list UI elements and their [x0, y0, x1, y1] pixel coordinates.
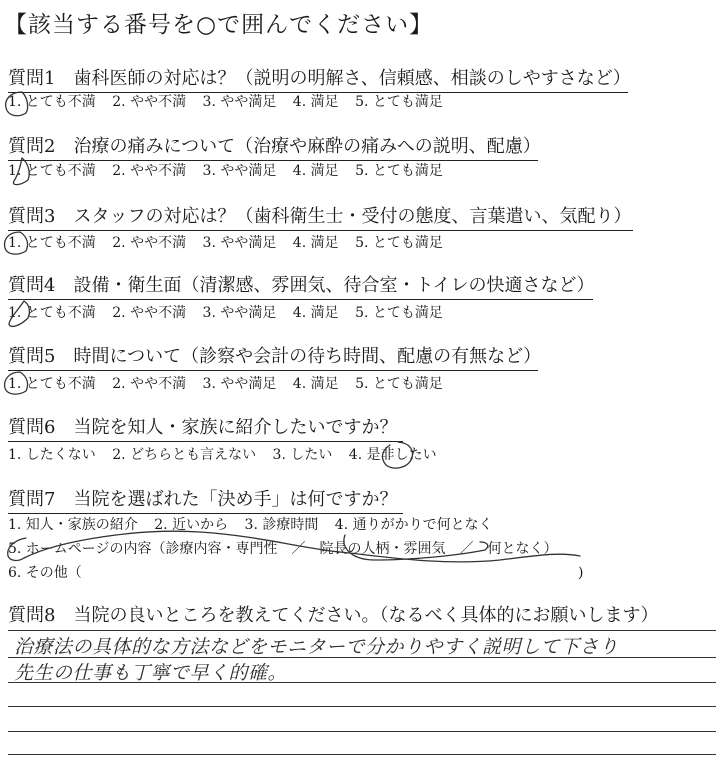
q6-circle-mark [383, 442, 413, 468]
answer-line-2[interactable]: 先生の仕事も丁寧で早く的確。 [14, 662, 288, 684]
question-3-title: 質問3 スタッフの対応は？（歯科衛生士・受付の態度、言葉遣い、気配り） [8, 206, 633, 231]
q1-option-1[interactable]: 1. とても不満 [8, 94, 96, 110]
q7-option-4[interactable]: 4. 通りがかりで何となく [334, 517, 493, 533]
q2-option-5[interactable]: 5. とても満足 [355, 163, 443, 179]
q1-option-3[interactable]: 3. やや満足 [202, 94, 277, 110]
page-header: 【該当する番号を○で囲んでください】 [4, 12, 434, 38]
q5-option-1[interactable]: 1. とても不満 [8, 376, 96, 392]
q3-option-1[interactable]: 1. とても不満 [8, 235, 96, 251]
q4-circle-mark [9, 301, 29, 326]
question-1-title: 質問1 歯科医師の対応は？（説明の明解さ、信頼感、相談のしやすさなど） [8, 68, 628, 93]
q6-option-3[interactable]: 3. したい [272, 447, 333, 463]
q3-option-4[interactable]: 4. 満足 [292, 235, 339, 251]
q2-circle-mark [13, 158, 29, 185]
q2-option-4[interactable]: 4. 満足 [292, 163, 339, 179]
q2-option-2[interactable]: 2. やや不満 [112, 163, 187, 179]
question-6-title: 質問6 当院を知人・家族に紹介したいですか？ [8, 417, 403, 442]
q4-option-5[interactable]: 5. とても満足 [355, 305, 443, 321]
q7-choice-loop [344, 535, 488, 560]
q7-option-2[interactable]: 2. 近いから [154, 517, 229, 533]
q5-option-5[interactable]: 5. とても満足 [355, 376, 443, 392]
q6-option-4[interactable]: 4. 是非したい [348, 447, 437, 463]
q2-option-3[interactable]: 3. やや満足 [202, 163, 277, 179]
q7-choice-stroke [24, 531, 580, 562]
q1-circle-mark [6, 92, 28, 116]
question-5-title: 質問5 時間について（診察や会計の待ち時間、配慮の有無など） [8, 346, 538, 371]
question-8-title: 質問8 当院の良いところを教えてください。（なるべく具体的にお願いします） [8, 605, 659, 626]
q1-option-5[interactable]: 5. とても満足 [355, 94, 443, 110]
question-7-title: 質問7 当院を選ばれた「決め手」は何ですか？ [8, 489, 403, 514]
q4-option-3[interactable]: 3. やや満足 [202, 305, 277, 321]
q1-option-2[interactable]: 2. やや不満 [112, 94, 187, 110]
q5-option-3[interactable]: 3. やや満足 [202, 376, 277, 392]
q3-option-2[interactable]: 2. やや不満 [112, 235, 187, 251]
q1-option-4[interactable]: 4. 満足 [292, 94, 339, 110]
q7-circle-mark [8, 538, 26, 560]
q7-option-3[interactable]: 3. 診療時間 [244, 517, 319, 533]
q4-option-4[interactable]: 4. 満足 [292, 305, 339, 321]
q3-option-3[interactable]: 3. やや満足 [202, 235, 277, 251]
q7-option-6-label[interactable]: 6. その他（ [8, 565, 82, 581]
q5-circle-mark [5, 372, 28, 394]
q3-option-5[interactable]: 5. とても満足 [355, 235, 443, 251]
question-2-title: 質問2 治療の痛みについて（治療や麻酔の痛みへの説明、配慮） [8, 136, 538, 161]
q4-option-1[interactable]: 1. とても不満 [8, 305, 96, 321]
q7-option-6-close-paren: ) [578, 565, 584, 581]
q5-option-4[interactable]: 4. 満足 [292, 376, 339, 392]
question-4-title: 質問4 設備・衛生面（清潔感、雰囲気、待合室・トイレの快適さなど） [8, 275, 593, 300]
q7-option-5[interactable]: 5. ホームページの内容（診療内容・専門性 ／ 院長の人柄・雰囲気 ／ 何となく） [8, 541, 558, 557]
q6-option-2[interactable]: 2. どちらとも言えない [112, 447, 257, 463]
q2-option-1[interactable]: 1. とても不満 [8, 163, 96, 179]
q4-option-2[interactable]: 2. やや不満 [112, 305, 187, 321]
q6-option-1[interactable]: 1. したくない [8, 447, 96, 463]
q7-option-1[interactable]: 1. 知人・家族の紹介 [8, 517, 138, 533]
q3-circle-mark [5, 232, 28, 254]
q5-option-2[interactable]: 2. やや不満 [112, 376, 187, 392]
answer-line-1[interactable]: 治療法の具体的な方法などをモニターで分かりやすく説明して下さり [14, 636, 619, 658]
